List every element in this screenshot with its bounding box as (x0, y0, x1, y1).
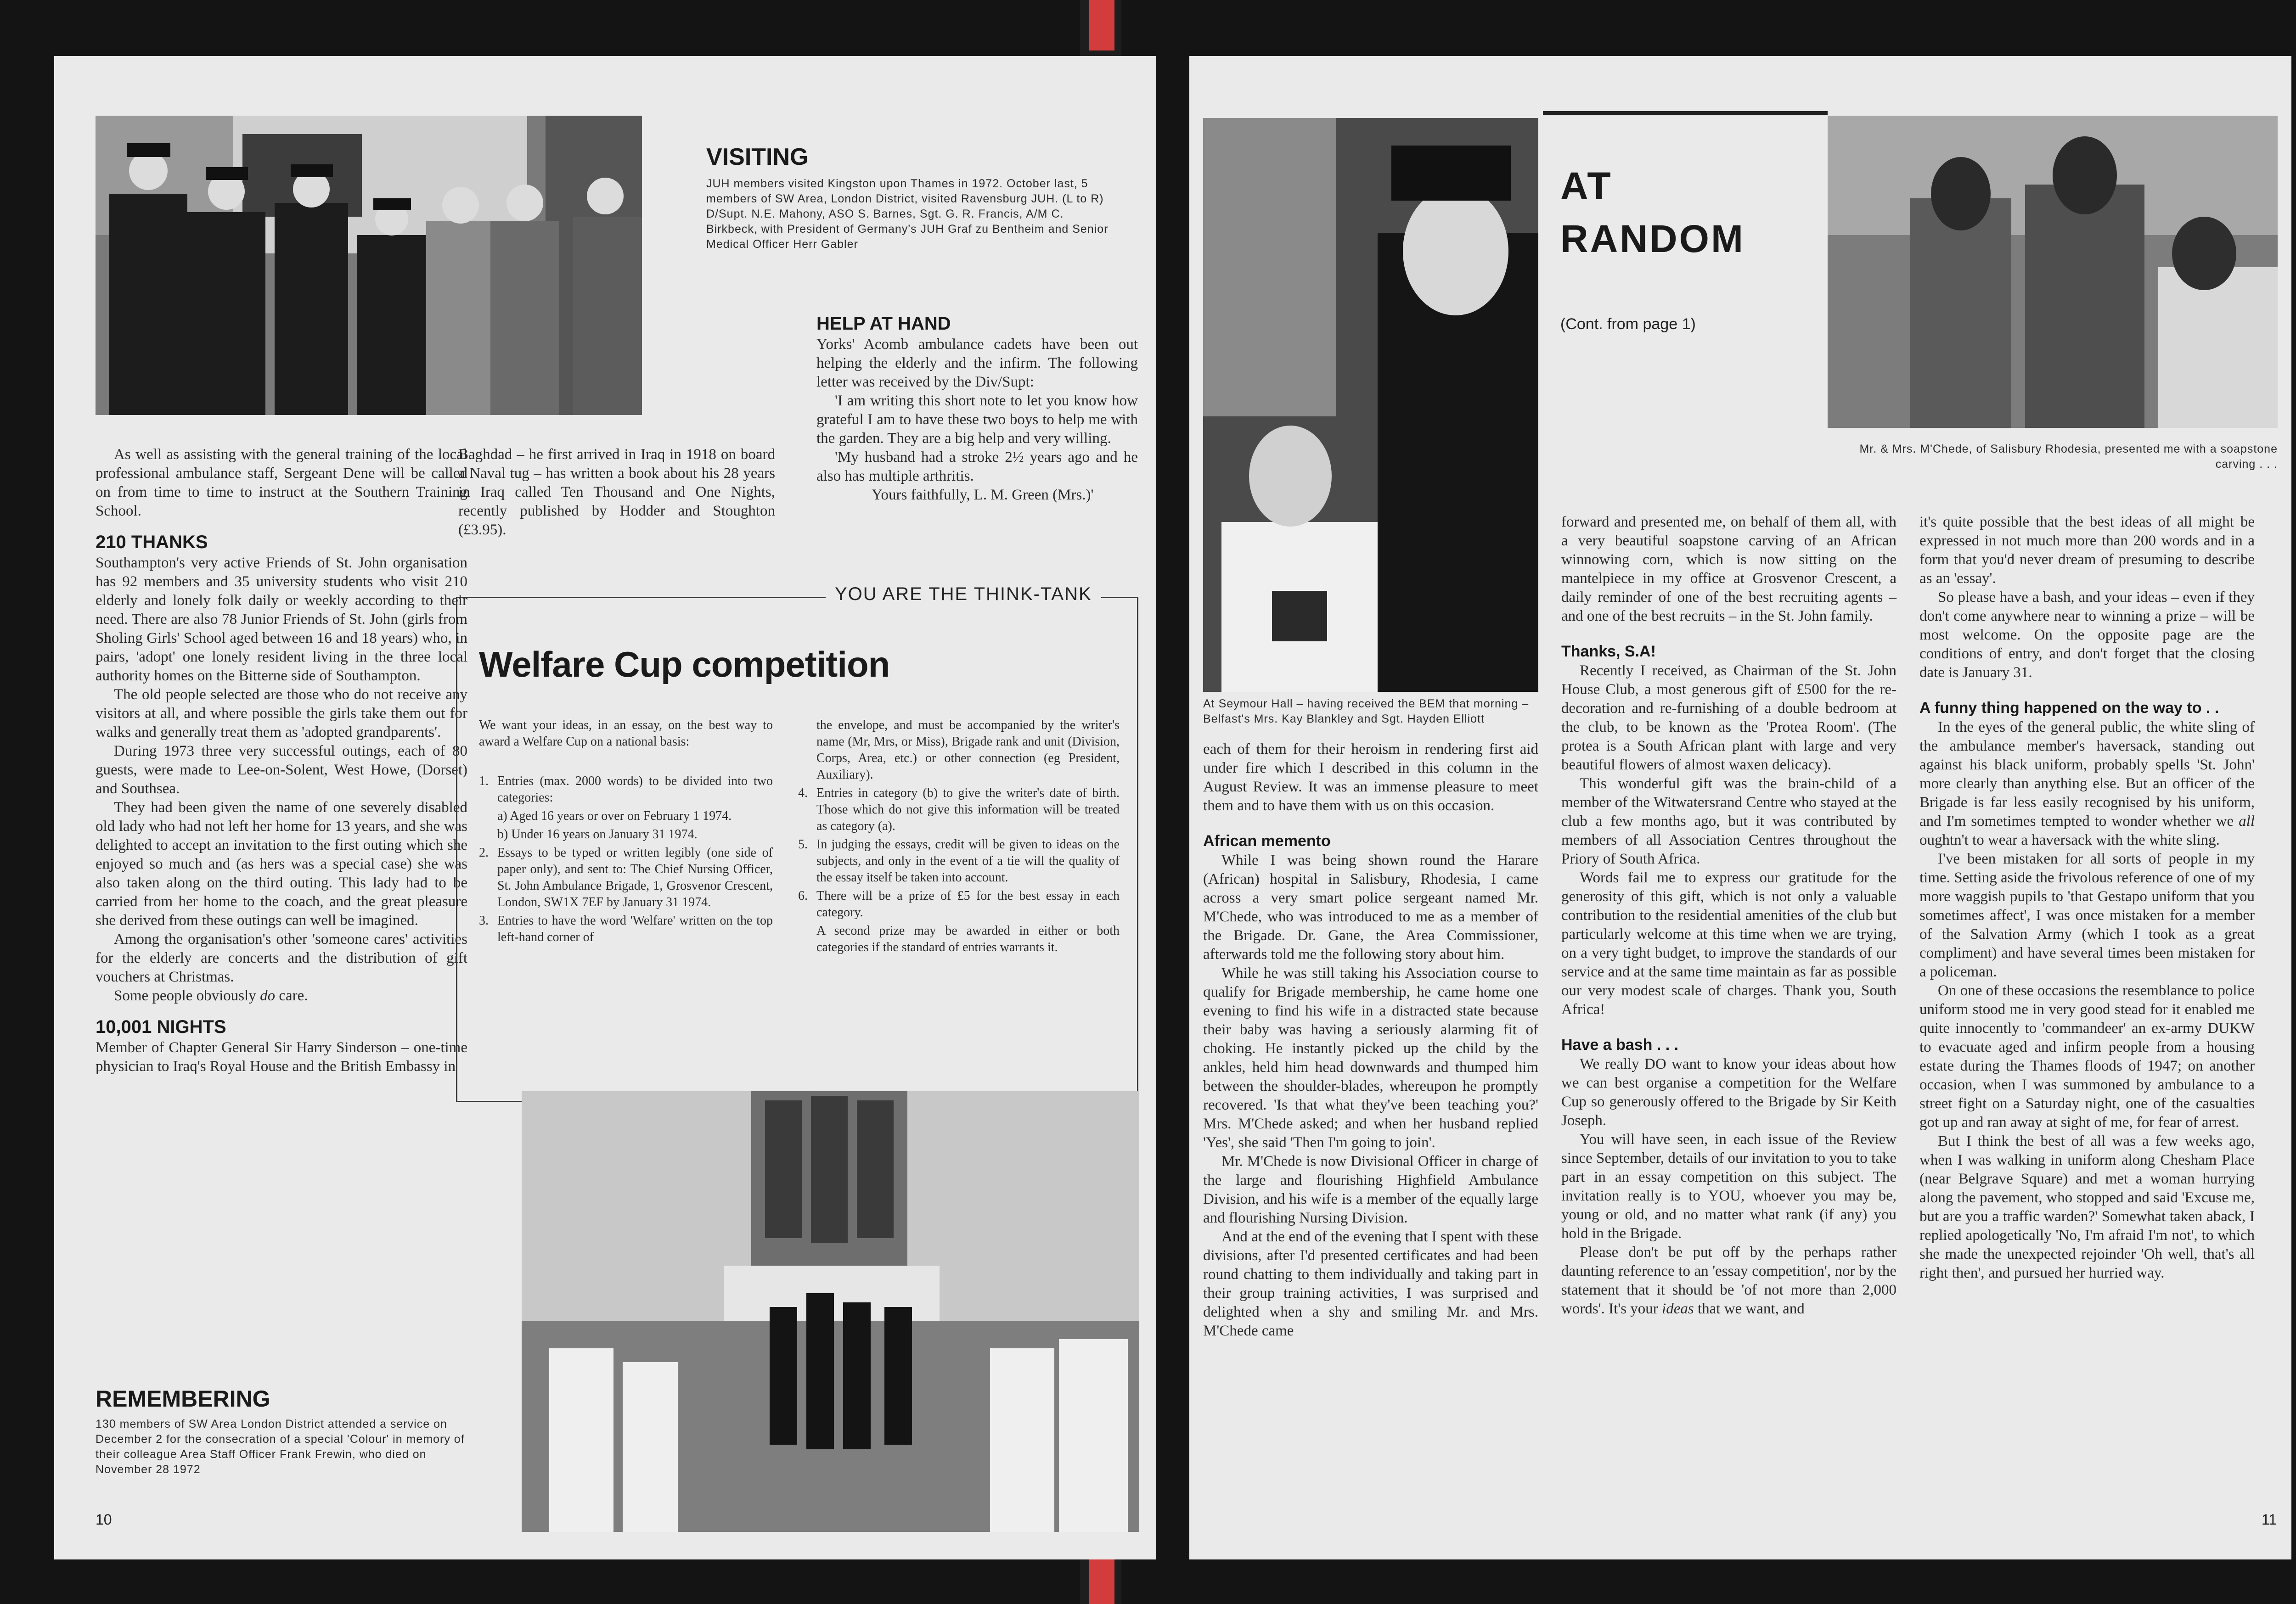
welfare-rule-number (798, 717, 816, 783)
title-rule (1543, 111, 1828, 115)
thanks-paragraph: The old people selected are those who do not receive any visitors at all, and where possible the girls take them out for walks and generally treat them as 'adopted grandparents'. (96, 686, 467, 740)
welfare-rule-text: the envelope, and must be accompanied by the writer's name (Mr, Mrs, or Miss), Brigade rank and unit (Division, Corps, Area, etc.) or other connection (eg President, Auxiliary). (816, 718, 1120, 782)
seymour-hall-caption: At Seymour Hall – having received the BEM that morning – Belfast's Mrs. Kay Blankley and Sgt. Hayden Elliott (1203, 697, 1529, 725)
welfare-rule-text: b) Under 16 years on January 31 1974. (497, 827, 698, 841)
welfare-title: Welfare Cup competition (479, 644, 890, 684)
welfare-rule-item (479, 808, 773, 824)
article-paragraph: it's quite possible that the best ideas of all might be expressed in not much more than 200 words and in a form that you'd never dream of presuming to describe as an 'essay'. (1919, 514, 2255, 587)
welfare-rule-item (479, 913, 773, 946)
article-paragraph: In the eyes of the general public, the white sling of the ambulance member's haversack, standing out against his black uniform, probably spells 'St. John' more clearly than anything else. But an officer of the Brigade is far less easily recognised by his uniform, and I'm sometimes tempted to wonder whether we all oughtn't to wear a haversack with the white sling. (1919, 719, 2255, 848)
welfare-rule-number (479, 826, 497, 843)
welfare-rule-number: 6. (798, 889, 808, 903)
welfare-rule-number: 1. (479, 774, 489, 788)
article-paragraph: Recently I received, as Chairman of the St. John House Club, a most generous gift of £500 for the re-decoration and re-furnishing of a double bedroom at the club, to be known as the 'Protea Room'. (The protea is a South African plant with large and very beautiful flowers of almost waxen delicacy). (1561, 662, 1896, 773)
visiting-caption: JUH members visited Kingston upon Thames in 1972. October last, 5 members of SW Area, London District, visited Ravensburg JUH. (L to R) D/Supt. N.E. Mahony, ASO S. Barnes, Sgt. G. R. Francis, A/M C. Birkbeck, with President of Germany's JUH Graf zu Bentheim and Senior Medical Officer Herr Gabler (706, 177, 1109, 251)
help-paragraph: Yours faithfully, L. M. Green (Mrs.)' (872, 487, 1094, 503)
left-column-2 (458, 445, 775, 539)
welfare-rule-number: 4. (798, 786, 808, 800)
article-paragraph: forward and presented me, on behalf of them all, with a very beautiful soapstone carving of an African winnowing corn, which is now sitting on the mantelpiece in my office at Grosvenor Crescent, a daily reminder of one of the best recruiting agents – and one of the best recruits – in the St. John family. (1561, 514, 1896, 624)
page-number: 11 (2262, 1511, 2277, 1528)
welfare-rule-text: In judging the essays, credit will be given to ideas on the subjects, and only in the event of a tie will the quality of the essay itself be taken into account. (816, 837, 1120, 885)
help-paragraph: 'I am writing this short note to let you know how grateful I am to have these two boys to help me with the garden. They are a big help and very willing. (816, 393, 1138, 447)
spine-ribbon-top (1089, 0, 1114, 50)
thanks-paragraph: Some people obviously do care. (114, 987, 308, 1004)
thanks-paragraph: Among the organisation's other 'someone cares' activities for the elderly are concerts and the distribution of gift vouchers at Christmas. (96, 931, 467, 985)
right-page (1189, 56, 2291, 1559)
welfare-column-left (479, 717, 773, 948)
article-paragraph: I've been mistaken for all sorts of people in my time. Setting aside the frivolous reference of one of my more waggish pupils to 'that Gestapo uniform that you sometimes affect', I was once mistaken for a member of the Salvation Army (which I took as a great compliment) and have several times been mistaken for a policeman. (1919, 851, 2255, 980)
help-paragraph: 'My husband had a stroke 2½ years ago and he also has multiple arthritis. (816, 449, 1138, 484)
article-paragraph: But I think the best of all was a few weeks ago, when I was walking in uniform along Chesham Place (near Belgrave Square) and met a woman hurrying along the pavement, who stopped and said 'Excuse me, but are you a traffic warden?' Somewhat taken aback, I replied apologetically 'No, I'm afraid I'm not', to which she made the unexpected rejoinder 'Oh well, that's all right then', and pursued her hurried way. (1919, 1133, 2255, 1281)
section-title-at: AT (1560, 164, 1613, 208)
welfare-rule-item (798, 717, 1120, 783)
visiting-photo (96, 116, 642, 415)
article-paragraph: Words fail me to express our gratitude for the generosity of this gift, which is not only a valuable contribution to the residential amenities of the club but particularly welcome at this time when we are trying, on a very tight budget, to improve the standards of our service and at the same time maintain as far as possible our very modest scale of charges. Thank you, South Africa! (1561, 869, 1896, 1018)
remembering-heading: REMEMBERING (96, 1386, 270, 1412)
welfare-rule-item (479, 845, 773, 911)
welfare-rule-text: Entries to have the word 'Welfare' written on the top left-hand corner of (497, 914, 773, 944)
article-paragraph: Please don't be put off by the perhaps rather daunting reference to an 'essay competition', nor by the statement that it should be 'of not more than 2,000 words'. It's your ideas that we want, and (1561, 1244, 1896, 1317)
welfare-rule-text: Entries in category (b) to give the writer's date of birth. Those which do not give this information will be treated as category (a). (816, 786, 1120, 833)
mchede-caption: Mr. & Mrs. M'Chede, of Salisbury Rhodesia, presented me with a soapstone carving . . . (1859, 443, 2278, 471)
help-paragraph: Yorks' Acomb ambulance cadets have been out helping the elderly and the infirm. The following letter was received by the Div/Supt: (816, 336, 1138, 390)
intro-paragraph: As well as assisting with the general training of the local professional ambulance staff, Sergeant Dene will be called on from time to time to instruct at the Southern Training School. (96, 446, 467, 519)
welfare-rule-item (798, 785, 1120, 835)
help-at-hand (816, 312, 1138, 505)
african-memento-heading: African memento (1203, 832, 1331, 850)
right-column-1 (1203, 740, 1538, 1340)
article-paragraph: We really DO want to know your ideas about how we can best organise a competition for the Welfare Cup so generously offered to the Brigade by Sir Keith Joseph. (1561, 1056, 1896, 1129)
welfare-rule-number: 3. (479, 914, 489, 928)
welfare-rule-number: 2. (479, 846, 489, 860)
thanks-sa-heading: Thanks, S.A! (1561, 643, 1656, 660)
thanks-heading: 210 THANKS (96, 532, 208, 552)
left-page (54, 56, 1156, 1559)
mchede-photo (1828, 116, 2278, 428)
thanks-paragraph: They had been given the name of one severely disabled old lady who had not left her home for 13 years, and she was delighted to accept an invitation to the first outing which she enjoyed so much and (as hers was a special case) she was also taken along on the third outing. This lady had to be carried from her home to the coach, and the great pleasure she derived from these outings can well be imagined. (96, 799, 467, 929)
article-paragraph: And at the end of the evening that I spent with these divisions, after I'd presented certificates and had been round chatting to them individually and taking part in their group training activities, I was surprised and delighted when a shy and smiling Mr. and Mrs. M'Chede came (1203, 1228, 1538, 1339)
visiting-heading: VISITING (706, 144, 809, 170)
continued-note: (Cont. from page 1) (1560, 315, 1696, 333)
welfare-rule-text: Essays to be typed or written legibly (one side of paper only), and sent to: The Chief Nursing Officer, St. John Ambulance Brigade, 1, Grosvenor Crescent, London, SW1X 7EF by January 31 1974. (497, 846, 773, 909)
article-paragraph: So please have a bash, and your ideas – even if they don't come anywhere near to winning a prize – will be most welcome. On the opposite page are the conditions of entry, and don't forget that the closing date is January 31. (1919, 589, 2255, 681)
welfare-intro: We want your ideas, in an essay, on the best way to award a Welfare Cup on a national basis: (479, 718, 773, 749)
welfare-rule-item (479, 773, 773, 806)
article-paragraph: On one of these occasions the resemblance to police uniform stood me in very good stead for it enabled me quite innocently to 'commandeer' an ex-army DUKW to evacuate aged and infirm people from a housing estate during the Thames floods of 1947; on another occasion, when I was summoned by ambulance to a street fight on a Saturday night, one of the casualties got up and ran away at sight of me, for fear of arrest. (1919, 982, 2255, 1131)
article-paragraph: You will have seen, in each issue of the Review since September, details of our invitation to you to take part in an essay competition on this subject. The invitation really is to YOU, whoever you may be, young or old, and no matter what rank (if any) you hold in the Brigade. (1561, 1131, 1897, 1242)
remembering-caption: 130 members of SW Area London District attended a service on December 2 for the consecration of a special 'Colour' in memory of their colleague Area Staff Officer Frank Frewin, who died on November 28 1972 (96, 1418, 465, 1476)
funny-thing-heading: A funny thing happened on the way to . . (1919, 699, 2219, 717)
thanks-paragraph: During 1973 three very successful outings, each of 80 guests, were made to Lee-on-Solent, West Howe, (Dorset) and Southsea. (96, 743, 467, 797)
left-column-1 (96, 445, 467, 1076)
thanks-paragraph: Southampton's very active Friends of St. John organisation has 92 members and 35 university students who visit 210 elderly and lonely folk daily or weekly according to their need. There are also 78 Junior Friends of St. John (girls from Sholing Girls' School aged between 16 and 18 years) who, in pairs, 'adopt' one lonely resident living in the three local authority homes on the Bitterne side of Southampton. (96, 555, 467, 684)
article-paragraph: This wonderful gift was the brain-child of a member of the Witwatersrand Centre who stayed at the club a few months ago, but it was contributed by members of all Association Centres throughout the Priory of South Africa. (1561, 775, 1896, 867)
welfare-rule-item (798, 888, 1120, 921)
church-photo (522, 1091, 1139, 1532)
welfare-rule-text: A second prize may be awarded in either or both categories if the standard of entries warrants it. (816, 924, 1120, 954)
have-a-bash-heading: Have a bash . . . (1561, 1036, 1679, 1054)
welfare-rule-number (798, 923, 816, 956)
article-paragraph: While I was being shown round the Harare (African) hospital in Salisbury, Rhodesia, I came across a very smart police sergeant named Mr. M'Chede, who was introduced to me as a member of the Brigade. Dr. Gane, the Area Commissioner, afterwards told me the following story about him. (1203, 852, 1538, 963)
help-heading: HELP AT HAND (816, 314, 951, 334)
seymour-hall-photo (1203, 118, 1538, 692)
welfare-rule-item (479, 826, 773, 843)
baghdad-paragraph: Baghdad – he first arrived in Iraq in 1918 on board a Naval tug – has written a book about his 28 years in Iraq called Ten Thousand and One Nights, recently published by Hodder and Stoughton (£3.95). (458, 446, 775, 538)
welfare-rule-text: Entries (max. 2000 words) to be divided into two categories: (497, 774, 773, 805)
welfare-rule-item (798, 923, 1120, 956)
welfare-rule-item (798, 836, 1120, 886)
right-column-2 (1561, 513, 1896, 1318)
section-title-random: RANDOM (1560, 217, 1745, 260)
think-tank-tag: YOU ARE THE THINK-TANK (826, 584, 1101, 605)
article-paragraph: Mr. M'Chede is now Divisional Officer in charge of the large and flourishing Highfield Ambulance Division, and his wife is a member of the equally large and flourishing Nursing Division. (1203, 1153, 1538, 1226)
article-paragraph: While he was still taking his Association course to qualify for Brigade membership, he came home one evening to find his wife in a distracted state because their baby was having a seriously alarming fit of choking. He instantly picked up the child by the ankles, held him head downwards and thumped him between the shoulder-blades, whereupon he promptly recovered. 'Is that what they've been teaching you?' Mrs. M'Chede asked; and when her husband replied 'Yes', she said 'Then I'm going to join'. (1203, 965, 1538, 1151)
welfare-column-right (798, 717, 1120, 958)
welfare-rule-text: There will be a prize of £5 for the best essay in each category. (816, 889, 1120, 920)
article-paragraph: each of them for their heroism in rendering first aid under fire which I described in this column in the August Review. It was an immense pleasure to meet them and to have them with us on this occasion. (1203, 741, 1538, 814)
welfare-rule-number (479, 808, 497, 824)
nights-heading: 10,001 NIGHTS (96, 1017, 226, 1037)
nights-paragraph: Member of Chapter General Sir Harry Sinderson – one-time physician to Iraq's Royal House and the British Embassy in (96, 1039, 467, 1075)
welfare-rule-text: a) Aged 16 years or over on February 1 1974. (497, 809, 732, 823)
welfare-rule-number: 5. (798, 837, 808, 852)
right-column-3 (1919, 513, 2255, 1283)
page-number: 10 (96, 1511, 112, 1528)
